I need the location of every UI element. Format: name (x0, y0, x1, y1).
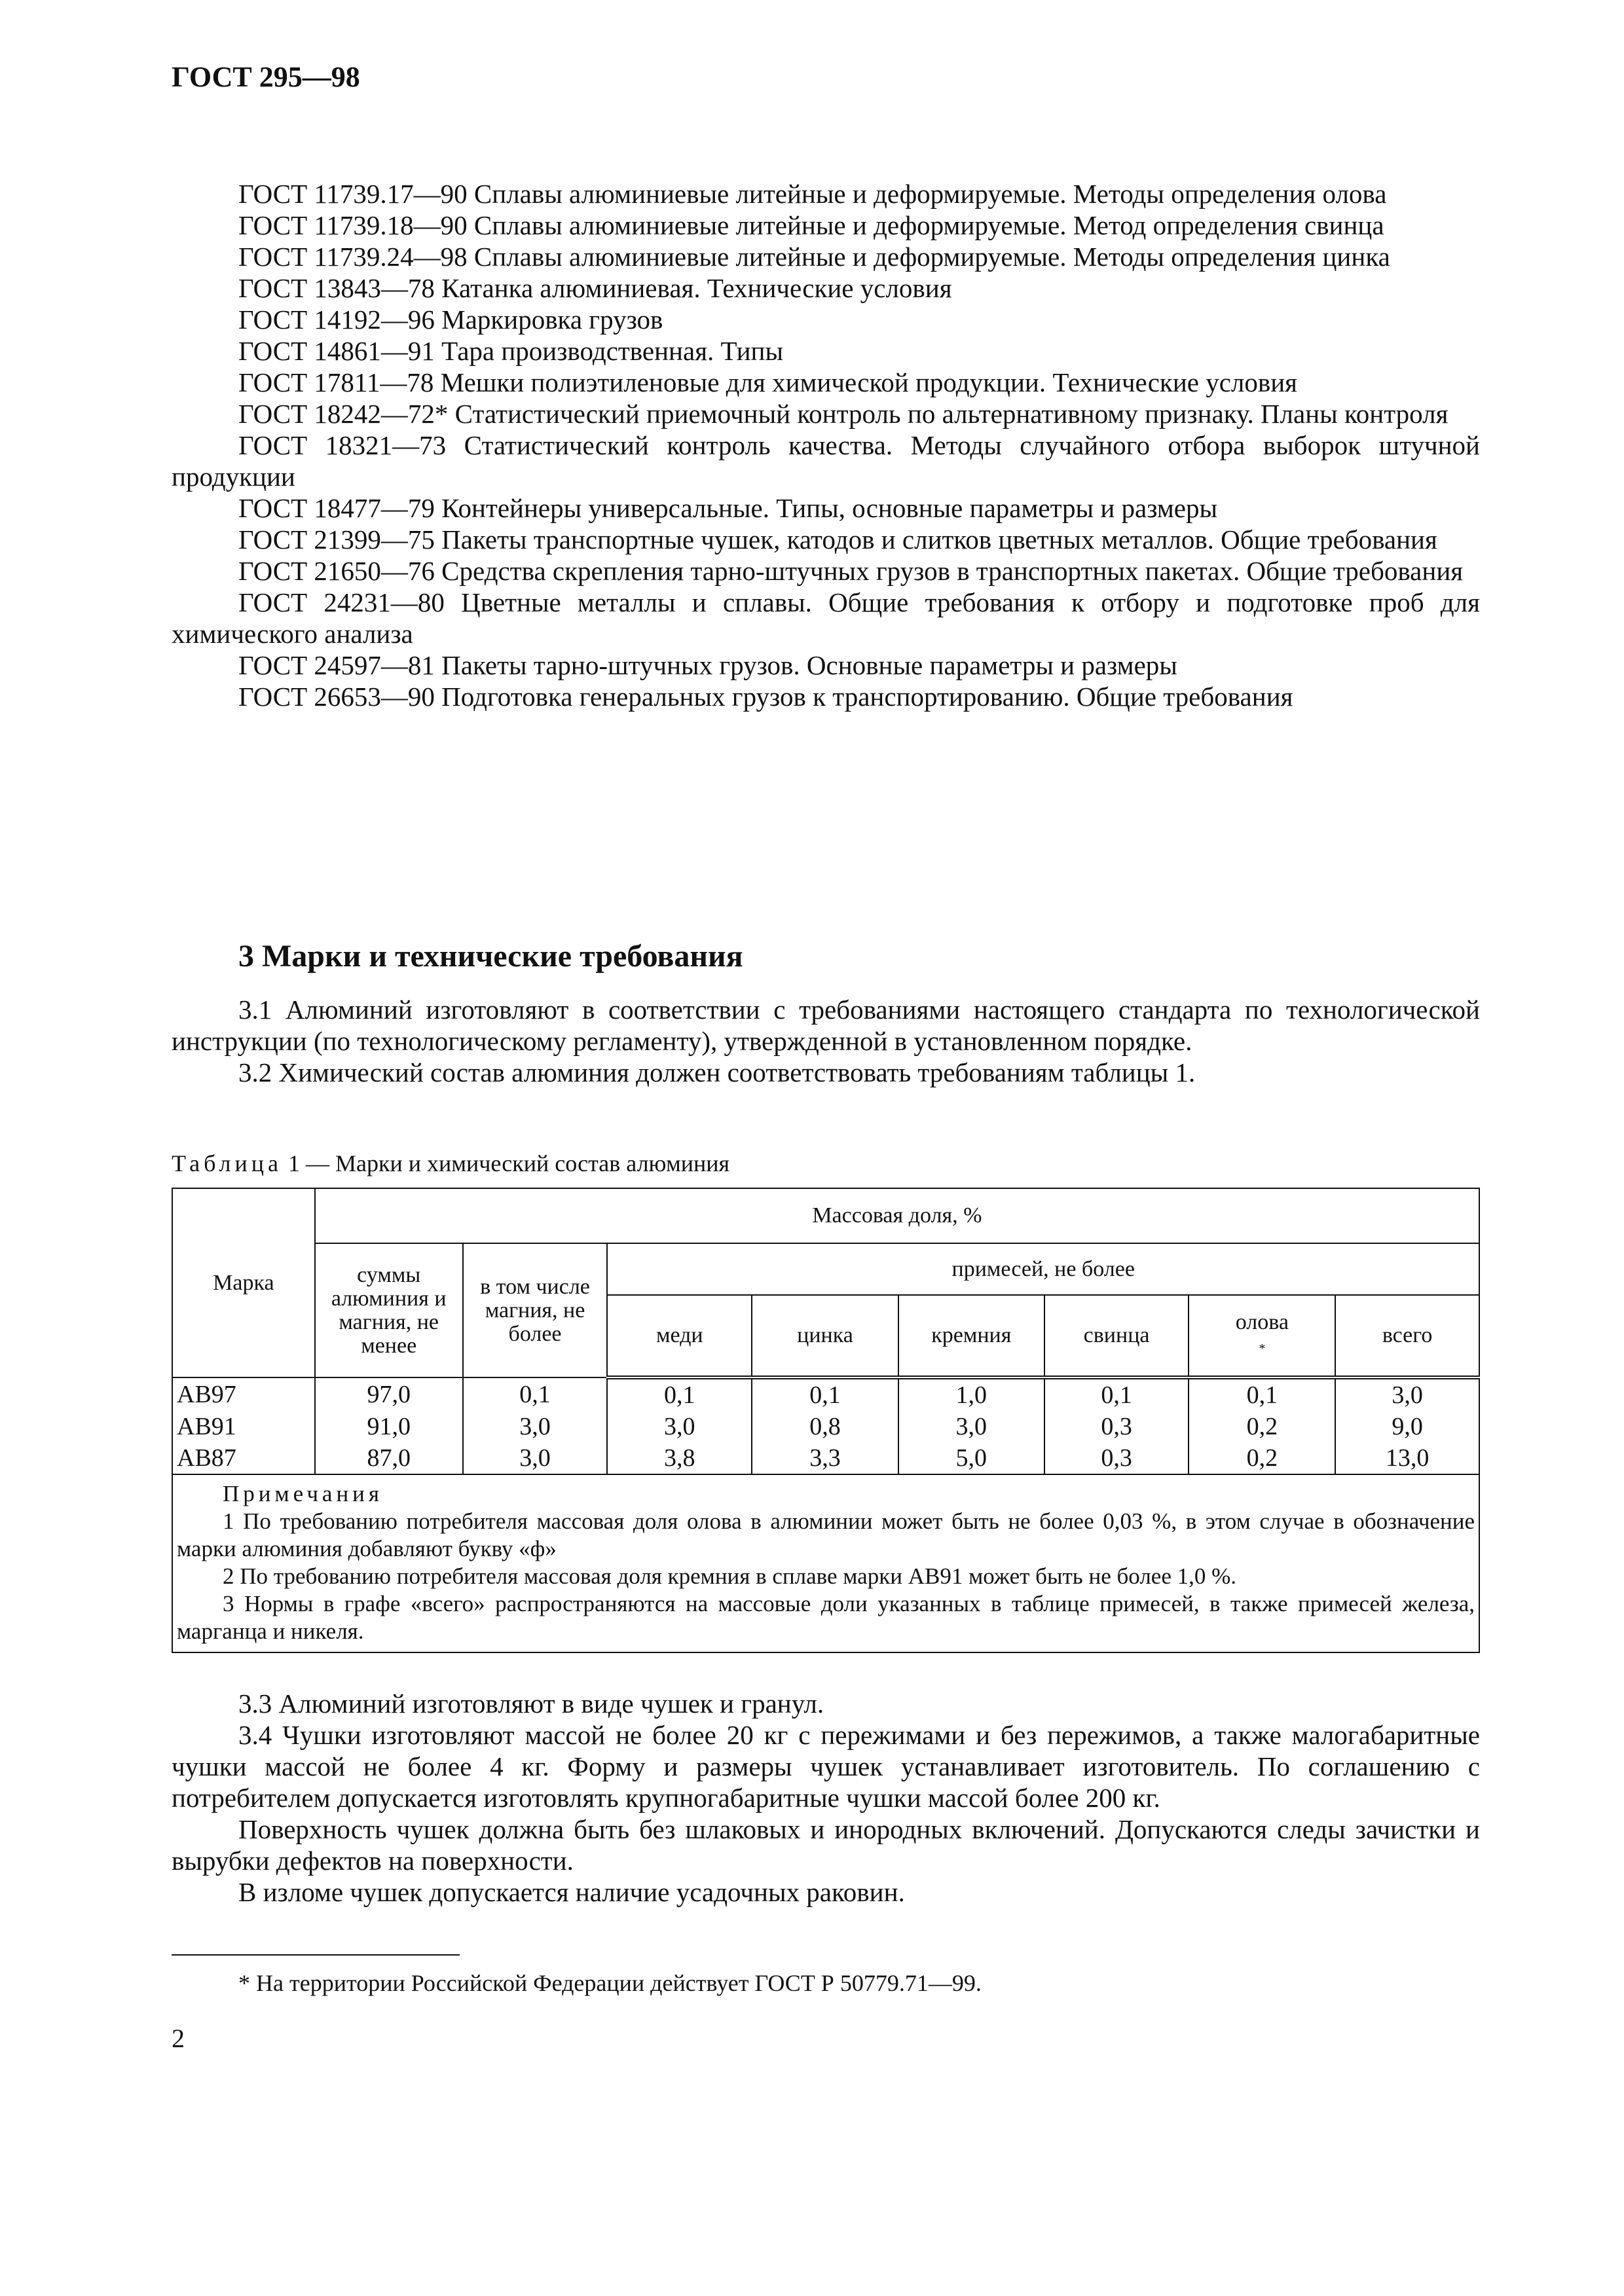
paragraph-3-3: 3.3 Алюминий изготовляют в виде чушек и гранул. (238, 1688, 824, 1719)
reference-item: ГОСТ 11739.18—90 Сплавы алюминиевые литейные и деформируемые. Метод определения свинца (238, 210, 1384, 240)
cell: 97,0 (315, 1377, 463, 1411)
cell: 0,1 (1189, 1377, 1335, 1411)
cell: 0,1 (752, 1377, 898, 1411)
cell: 3,0 (607, 1411, 752, 1442)
header-cu: меди (607, 1295, 752, 1377)
reference-item: ГОСТ 14861—91 Тара производственная. Типы (238, 336, 784, 366)
notes-title: Примечания (223, 1481, 384, 1506)
table-row (172, 1411, 1479, 1442)
cell: АВ97 (172, 1377, 315, 1411)
table-row (172, 1442, 1479, 1474)
header-mass-fraction: Массовая доля, % (315, 1188, 1479, 1243)
header-pb: свинца (1044, 1295, 1189, 1377)
header-mg: в том числе магния, не более (463, 1243, 608, 1377)
table-caption-text: 1 — Марки и химический состав алюминия (287, 1150, 730, 1176)
header-si: кремния (898, 1295, 1044, 1377)
reference-item: ГОСТ 21399—75 Пакеты транспортные чушек, катодов и слитков цветных металлов. Общие требования (238, 524, 1437, 555)
cell: 0,8 (752, 1411, 898, 1442)
header-sum-al-mg: суммы алюминия и магния, не менее (315, 1243, 463, 1377)
reference-item: ГОСТ 24231—80 Цветные металлы и сплавы. Общие требования к отбору и подготовке проб для химического анализа (172, 587, 1480, 649)
section-paragraphs-2 (172, 1688, 1480, 1908)
cell: 3,0 (463, 1442, 608, 1474)
document-header: ГОСТ 295—98 (172, 61, 360, 93)
reference-item: ГОСТ 13843—78 Катанка алюминиевая. Технические условия (238, 273, 952, 303)
cell: 3,8 (607, 1442, 752, 1474)
reference-item: ГОСТ 18477—79 Контейнеры универсальные. Типы, основные параметры и размеры (238, 493, 1218, 523)
header-sn-label: олова (1235, 1310, 1289, 1334)
reference-item: ГОСТ 11739.24—98 Сплавы алюминиевые литейные и деформируемые. Методы определения цинка (238, 242, 1390, 272)
cell: 9,0 (1335, 1411, 1479, 1442)
cell: АВ87 (172, 1442, 315, 1474)
table-caption (172, 1150, 729, 1177)
cell: 0,3 (1044, 1442, 1189, 1474)
reference-item: ГОСТ 21650—76 Средства скрепления тарно-штучных грузов в транспортных пакетах. Общие требования (238, 556, 1464, 586)
reference-item: ГОСТ 11739.17—90 Сплавы алюминиевые литейные и деформируемые. Методы определения олова (238, 179, 1387, 209)
cell: 3,3 (752, 1442, 898, 1474)
note-item: 2 По требованию потребителя массовая доля кремния в сплаве марки АВ91 может быть не более 1,0 %. (223, 1563, 1237, 1589)
reference-item: ГОСТ 14192—96 Маркировка грузов (238, 304, 663, 335)
reference-item: ГОСТ 24597—81 Пакеты тарно-штучных грузов. Основные параметры и размеры (238, 650, 1177, 680)
reference-item: ГОСТ 18242—72* Статистический приемочный контроль по альтернативному признаку. Планы контроля (238, 399, 1449, 429)
cell: 0,3 (1044, 1411, 1189, 1442)
footnote-mark: * (1259, 1341, 1266, 1356)
normative-references (172, 178, 1480, 712)
section-title: 3 Марки и технические требования (238, 939, 743, 974)
cell: 1,0 (898, 1377, 1044, 1411)
paragraph-3-2: 3.2 Химический состав алюминия должен соответствовать требованиям таблицы 1. (238, 1057, 1196, 1087)
cell: 3,0 (1335, 1377, 1479, 1411)
cell: 0,1 (607, 1377, 752, 1411)
note-item: 3 Нормы в графе «всего» распространяются на массовые доли указанных в таблице примесей, в также примесей железа, марганца и никеля. (177, 1591, 1475, 1644)
cell: 0,2 (1189, 1442, 1335, 1474)
header-zn: цинка (752, 1295, 898, 1377)
table-row (172, 1377, 1479, 1411)
paragraph-fracture: В изломе чушек допускается наличие усадочных раковин. (238, 1877, 905, 1907)
cell: 3,0 (898, 1411, 1044, 1442)
section-paragraphs (172, 994, 1480, 1088)
table-notes (172, 1474, 1479, 1652)
page-number: 2 (172, 2024, 185, 2053)
reference-item: ГОСТ 26653—90 Подготовка генеральных грузов к транспортированию. Общие требования (238, 682, 1293, 712)
cell: 13,0 (1335, 1442, 1479, 1474)
cell: 91,0 (315, 1411, 463, 1442)
footnote: * На территории Российской Федерации действует ГОСТ Р 50779.71—99. (238, 1970, 982, 1996)
cell: 0,1 (463, 1377, 608, 1411)
header-sn (1189, 1295, 1335, 1377)
header-total: всего (1335, 1295, 1479, 1377)
paragraph-surface: Поверхность чушек должна быть без шлаковых и инородных включений. Допускаются следы зачистки и вырубки дефектов на поверхности. (172, 1814, 1480, 1876)
paragraph-3-4: 3.4 Чушки изготовляют массой не более 20 кг с пережимами и без пережимов, а также малогабаритные чушки массой не более 4 кг. Форму и размеры чушек устанавливает изготовитель. По соглашению с потребителем допускается изготовлять крупногабаритные чушки массой более 200 кг. (172, 1720, 1480, 1813)
reference-item: ГОСТ 17811—78 Мешки полиэтиленовые для химической продукции. Технические условия (238, 367, 1298, 397)
cell: 0,2 (1189, 1411, 1335, 1442)
cell: АВ91 (172, 1411, 315, 1442)
note-item: 1 По требованию потребителя массовая доля олова в алюминии может быть не более 0,03 %, в этом случае в обозначение марки алюминия добавляют букву «ф» (177, 1508, 1475, 1561)
paragraph-3-1: 3.1 Алюминий изготовляют в соответствии с требованиями настоящего стандарта по технологической инструкции (по технологическому регламенту), утвержденной в установленном порядке. (172, 994, 1480, 1056)
cell: 87,0 (315, 1442, 463, 1474)
composition-table (172, 1188, 1480, 1653)
reference-item: ГОСТ 18321—73 Статистический контроль качества. Методы случайного отбора выборок штучной продукции (172, 430, 1480, 492)
cell: 0,1 (1044, 1377, 1189, 1411)
header-impurities: примесей, не более (607, 1243, 1479, 1295)
table-caption-label: Таблица (172, 1150, 282, 1176)
footnote-divider (172, 1954, 460, 1956)
cell: 5,0 (898, 1442, 1044, 1474)
header-mark: Марка (172, 1188, 315, 1377)
cell: 3,0 (463, 1411, 608, 1442)
